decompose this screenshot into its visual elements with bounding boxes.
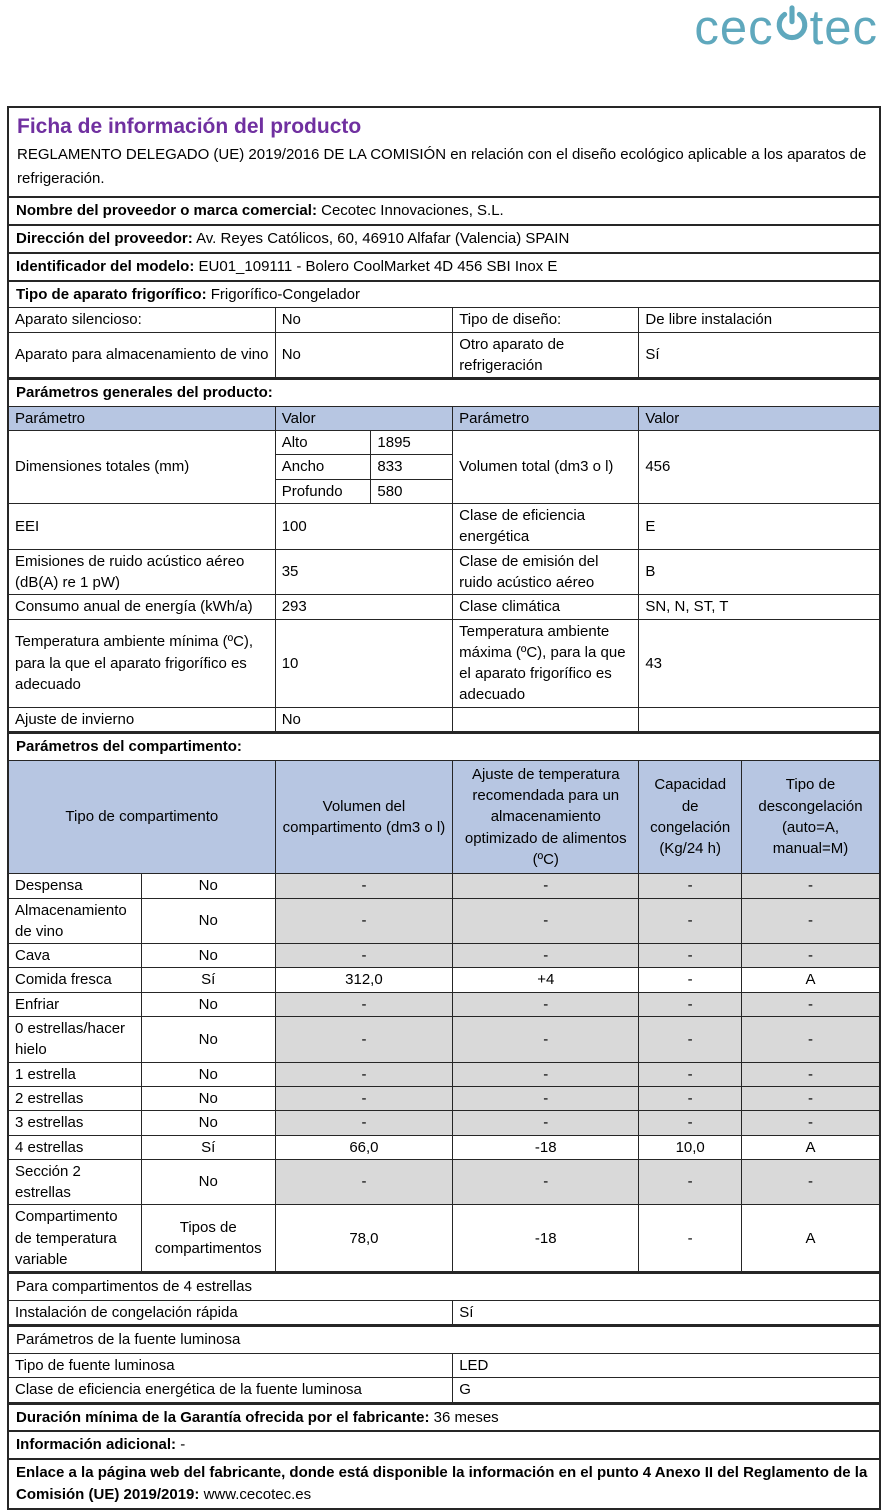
compartment-capacity-cell: - [639,1086,742,1110]
dimension-value-cell: 833 [371,455,453,479]
compartment-temp-cell: - [453,1086,639,1110]
compartment-temp-cell: - [453,1159,639,1205]
compartment-available-cell: No [141,1086,275,1110]
compartment-available-cell: Sí [141,1135,275,1159]
compartment-volume-cell: - [275,992,452,1016]
logo-bar [0,0,888,106]
compartment-available-cell: No [141,898,275,944]
param-value-cell: 10 [275,619,452,707]
table-row [9,1378,879,1402]
param-value-cell: G [453,1378,879,1402]
supplier-name-row [9,196,879,224]
compartment-available-cell: No [141,992,275,1016]
table-header-row [9,760,879,873]
cecotec-logo [694,0,878,56]
table-row [9,504,879,550]
compartment-row [9,968,879,992]
compartment-available-cell: Tipos de compartimentos [141,1205,275,1272]
compartment-volume-cell: - [275,874,452,898]
section-general-params: Parámetros generales del producto: [9,378,879,406]
page-title: Ficha de información del producto [17,115,362,138]
column-header: Tipo de compartimento [9,760,275,873]
compartment-name-cell: Cava [9,944,141,968]
column-header: Ajuste de temperatura recomendada para un almacenamiento optimizado de alimentos (ºC) [453,760,639,873]
compartment-temp-cell: - [453,1017,639,1063]
column-header: Parámetro [9,406,275,430]
compartment-temp-cell: +4 [453,968,639,992]
field-label: Nombre del proveedor o marca comercial: [16,202,317,220]
supplier-address-row [9,224,879,252]
param-value-cell: E [639,504,879,550]
param-value-cell: 456 [639,431,879,504]
field-value: Av. Reyes Católicos, 60, 46910 Alfafar (Valencia) SPAIN [196,230,570,247]
compartment-row [9,1086,879,1110]
param-label-cell: Dimensiones totales (mm) [9,431,275,504]
param-value-cell: 43 [639,619,879,707]
compartment-capacity-cell: - [639,1205,742,1272]
compartment-name-cell: 4 estrellas [9,1135,141,1159]
compartment-defrost-cell: - [742,1086,880,1110]
field-label: Identificador del modelo: [16,257,195,275]
param-value-cell: B [639,549,879,595]
compartment-defrost-cell: - [742,1111,880,1135]
compartment-temp-cell: - [453,874,639,898]
compartment-row [9,1017,879,1063]
compartment-volume-cell: - [275,1086,452,1110]
compartment-row [9,1205,879,1272]
regulation-subtitle: REGLAMENTO DELEGADO (UE) 2019/2016 DE LA COMISIÓN en relación con el diseño ecológico aplicable a los aparatos de refrigeración. [17,146,867,188]
param-value-cell: 293 [275,595,452,619]
compartment-name-cell: 2 estrellas [9,1086,141,1110]
field-value: EU01_109111 - Bolero CoolMarket 4D 456 SBI Inox E [198,257,558,275]
table-row [9,549,879,595]
compartment-name-cell: Enfriar [9,992,141,1016]
compartment-volume-cell: - [275,898,452,944]
param-label-cell [453,707,639,731]
table-row [9,308,879,332]
param-label-cell: Aparato silencioso: [9,308,275,332]
compartment-volume-cell: 66,0 [275,1135,452,1159]
model-identifier-row [9,252,879,280]
column-header: Volumen del compartimento (dm3 o l) [275,760,452,873]
compartment-defrost-cell: - [742,898,880,944]
compartment-capacity-cell: - [639,1062,742,1086]
compartment-defrost-cell: A [742,1205,880,1272]
title-block [9,108,879,196]
field-label: Enlace a la página web del fabricante, donde está disponible la información en el punto 4 Anexo II del Reglamento de la Comisión (UE) 2019/2019: [16,1464,868,1503]
column-header: Valor [639,406,879,430]
quick-params-table [9,307,879,378]
param-value-cell [639,707,879,731]
compartment-defrost-cell: - [742,1159,880,1205]
compartment-volume-cell: - [275,1062,452,1086]
light-source-table [9,1353,879,1403]
power-icon [775,0,809,56]
compartment-name-cell: 3 estrellas [9,1111,141,1135]
param-value-cell: No [275,332,452,378]
param-label-cell: Temperatura ambiente mínima (ºC), para la que el aparato frigorífico es adecuado [9,619,275,707]
compartment-defrost-cell: A [742,968,880,992]
compartment-available-cell: No [141,1062,275,1086]
compartment-temp-cell: - [453,1062,639,1086]
column-header: Parámetro [453,406,639,430]
param-label-cell: Clase de emisión del ruido acústico aéreo [453,549,639,595]
compartment-defrost-cell: A [742,1135,880,1159]
param-value-cell: No [275,707,452,731]
table-row [9,619,879,707]
table-row [9,1354,879,1378]
field-value: Frigorífico-Congelador [210,285,360,303]
table-row [9,595,879,619]
field-value: 36 meses [433,1408,499,1426]
param-label-cell: Otro aparato de refrigeración [453,332,639,378]
table-header-row [9,406,879,430]
compartment-capacity-cell: - [639,968,742,992]
compartment-row [9,992,879,1016]
compartment-volume-cell: 78,0 [275,1205,452,1272]
compartment-name-cell: Compartimento de temperatura variable [9,1205,141,1272]
table-row [9,332,879,378]
compartment-available-cell: Sí [141,968,275,992]
compartment-name-cell: Sección 2 estrellas [9,1159,141,1205]
compartment-defrost-cell: - [742,1017,880,1063]
param-value-cell: 35 [275,549,452,595]
param-value-cell: No [275,308,452,332]
section-compartment-params: Parámetros del compartimento: [9,732,879,760]
compartment-available-cell: No [141,1017,275,1063]
compartment-defrost-cell: - [742,944,880,968]
param-label-cell: Temperatura ambiente máxima (ºC), para la que el aparato frigorífico es adecuado [453,619,639,707]
compartment-volume-cell: 312,0 [275,968,452,992]
compartment-available-cell: No [141,874,275,898]
compartment-row [9,874,879,898]
additional-info-row [9,1430,879,1458]
dimension-key-cell: Ancho [275,455,371,479]
compartment-capacity-cell: - [639,1017,742,1063]
param-value-cell: De libre instalación [639,308,879,332]
compartment-row [9,944,879,968]
manufacturer-url: www.cecotec.es [203,1485,312,1503]
param-label-cell: Clase climática [453,595,639,619]
compartment-volume-cell: - [275,1111,452,1135]
compartment-volume-cell: - [275,1017,452,1063]
compartment-capacity-cell: - [639,874,742,898]
param-label-cell: Aparato para almacenamiento de vino [9,332,275,378]
compartment-temp-cell: -18 [453,1205,639,1272]
compartment-table-body [9,874,879,1272]
field-value: - [180,1436,186,1454]
field-label: Duración mínima de la Garantía ofrecida por el fabricante: [16,1408,430,1426]
compartment-row [9,1062,879,1086]
appliance-type-row [9,280,879,308]
field-label: Dirección del proveedor: [16,230,193,247]
column-header: Valor [275,406,452,430]
compartment-capacity-cell: - [639,1111,742,1135]
table-row [9,707,879,731]
compartment-available-cell: No [141,944,275,968]
field-label: Tipo de aparato frigorífico: [16,285,207,303]
warranty-row [9,1403,879,1431]
compartment-capacity-cell: 10,0 [639,1135,742,1159]
compartment-volume-cell: - [275,944,452,968]
compartment-row [9,1135,879,1159]
dimension-value-cell: 1895 [371,431,453,455]
param-label-cell: Instalación de congelación rápida [9,1301,453,1325]
param-label-cell: Tipo de diseño: [453,308,639,332]
compartment-available-cell: No [141,1159,275,1205]
param-value-cell: 100 [275,504,452,550]
compartment-available-cell: No [141,1111,275,1135]
compartment-name-cell: 1 estrella [9,1062,141,1086]
param-value-cell: SN, N, ST, T [639,595,879,619]
param-label-cell: Clase de eficiencia energética de la fuente luminosa [9,1378,453,1402]
param-value-cell: Sí [639,332,879,378]
compartment-capacity-cell: - [639,992,742,1016]
compartment-row [9,1111,879,1135]
param-value-cell: Sí [453,1301,879,1325]
param-value-cell: LED [453,1354,879,1378]
column-header: Capacidad de congelación (Kg/24 h) [639,760,742,873]
field-label: Información adicional: [16,1436,177,1454]
table-row [9,1301,879,1325]
param-label-cell: Tipo de fuente luminosa [9,1354,453,1378]
compartment-temp-cell: - [453,944,639,968]
compartment-table [9,760,879,1273]
compartment-defrost-cell: - [742,874,880,898]
column-header: Tipo de descongelación (auto=A, manual=M) [742,760,880,873]
compartment-capacity-cell: - [639,898,742,944]
dimension-key-cell: Alto [275,431,371,455]
field-value: Cecotec Innovaciones, S.L. [321,202,504,220]
compartment-defrost-cell: - [742,992,880,1016]
logo-text-right: tec [809,1,878,55]
logo-text-left: cec [694,1,774,55]
compartment-row [9,898,879,944]
param-label-cell: Clase de eficiencia energética [453,504,639,550]
compartment-name-cell: Despensa [9,874,141,898]
compartment-defrost-cell: - [742,1062,880,1086]
compartment-capacity-cell: - [639,1159,742,1205]
table-row [9,431,879,455]
compartment-temp-cell: - [453,898,639,944]
param-label-cell: Emisiones de ruido acústico aéreo (dB(A) re 1 pW) [9,549,275,595]
param-label-cell: EEI [9,504,275,550]
manufacturer-link-row [9,1458,879,1508]
compartment-temp-cell: - [453,992,639,1016]
compartment-name-cell: Almacenamiento de vino [9,898,141,944]
dimension-key-cell: Profundo [275,479,371,503]
section-four-star: Para compartimentos de 4 estrellas [9,1272,879,1300]
compartment-temp-cell: - [453,1111,639,1135]
fast-freeze-table [9,1300,879,1325]
param-label-cell: Volumen total (dm3 o l) [453,431,639,504]
compartment-temp-cell: -18 [453,1135,639,1159]
product-information-sheet [7,106,881,1510]
section-light-source: Parámetros de la fuente luminosa [9,1325,879,1353]
general-params-table [9,406,879,732]
compartment-name-cell: 0 estrellas/hacer hielo [9,1017,141,1063]
compartment-volume-cell: - [275,1159,452,1205]
param-label-cell: Ajuste de invierno [9,707,275,731]
compartment-name-cell: Comida fresca [9,968,141,992]
compartment-capacity-cell: - [639,944,742,968]
param-label-cell: Consumo anual de energía (kWh/a) [9,595,275,619]
dimension-value-cell: 580 [371,479,453,503]
compartment-row [9,1159,879,1205]
